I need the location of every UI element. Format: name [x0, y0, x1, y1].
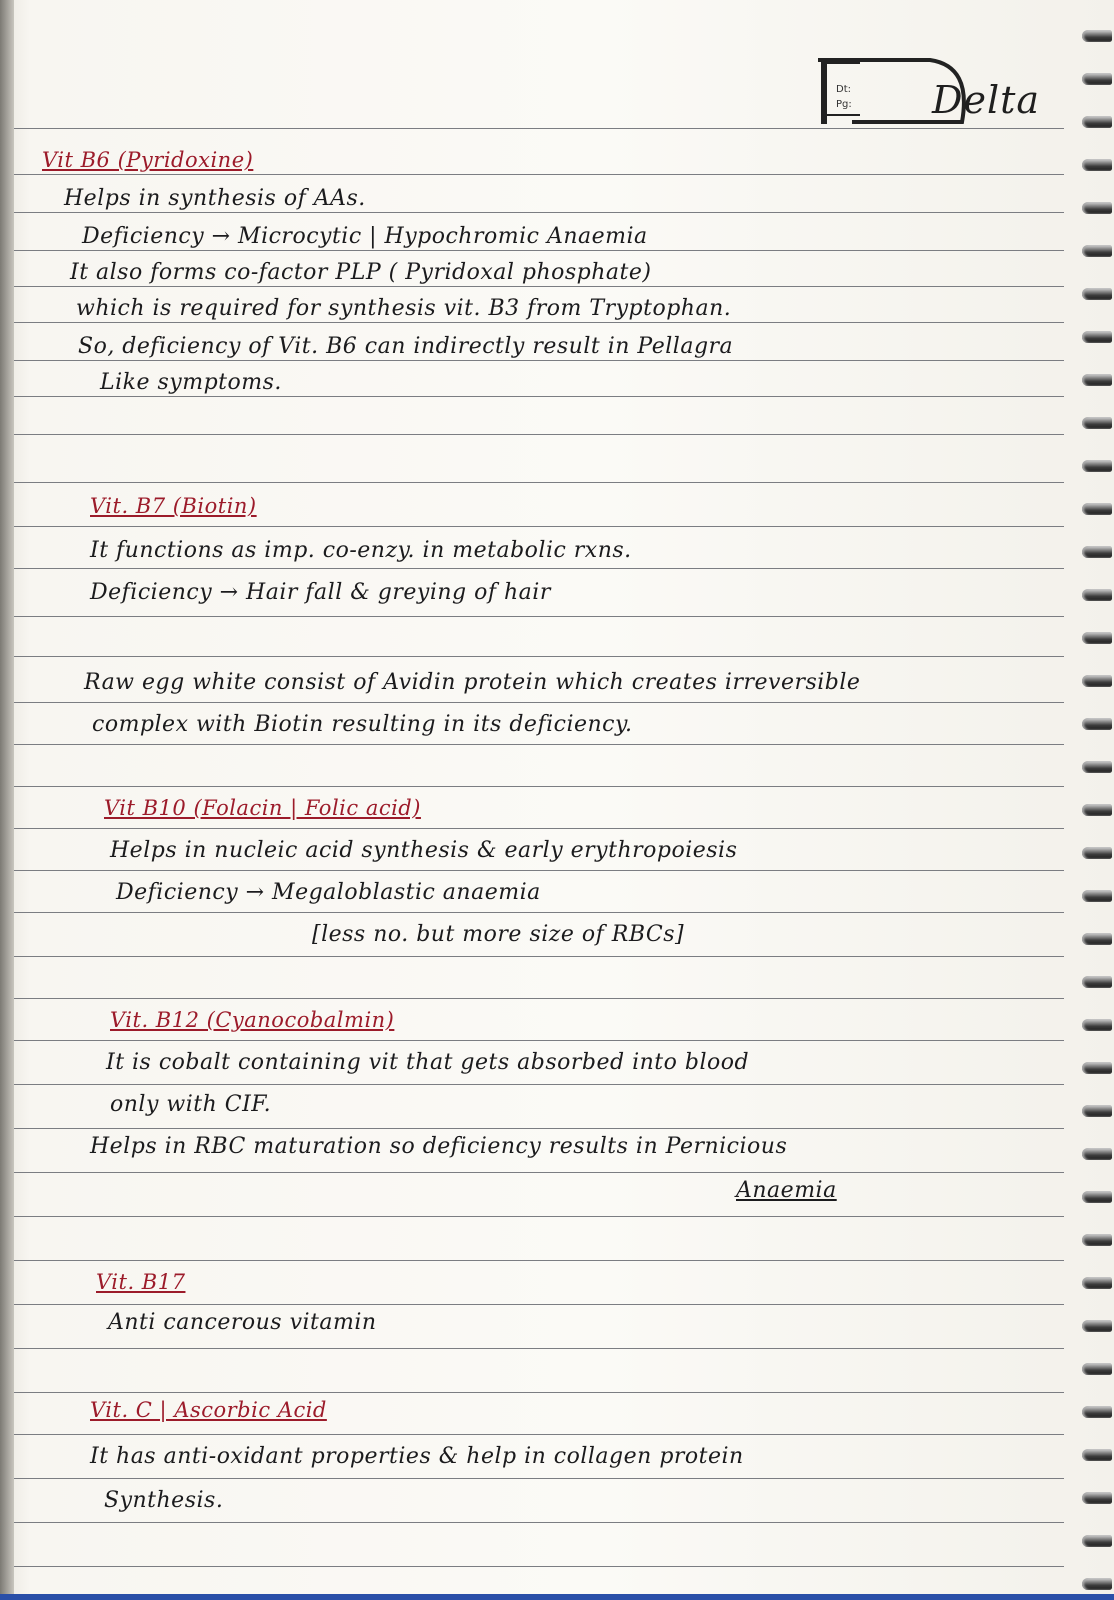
- ruled-line: [14, 1522, 1064, 1523]
- spiral-coil: [1082, 890, 1112, 902]
- spiral-coil: [1082, 1019, 1112, 1031]
- ruled-line: [14, 786, 1064, 787]
- note-line: Helps in RBC maturation so deficiency results in Pernicious: [90, 1134, 788, 1159]
- spiral-binding: [1074, 0, 1114, 1600]
- note-line: which is required for synthesis vit. B3 from Tryptophan.: [76, 296, 732, 321]
- ruled-line: [14, 956, 1064, 957]
- spiral-coil: [1082, 73, 1112, 85]
- ruled-line: [14, 1348, 1064, 1349]
- note-line: Deficiency → Hair fall & greying of hair: [90, 580, 551, 605]
- note-line: It also forms co-factor PLP ( Pyridoxal phosphate): [70, 260, 652, 285]
- ruled-line: [14, 526, 1064, 527]
- spiral-coil: [1082, 1191, 1112, 1203]
- spiral-coil: [1082, 1105, 1112, 1117]
- spiral-coil: [1082, 159, 1112, 171]
- ruled-line: [14, 212, 1064, 213]
- note-line: Synthesis.: [104, 1488, 224, 1513]
- note-line: Deficiency → Megaloblastic anaemia: [116, 880, 541, 905]
- heading-vit-c: Vit. C | Ascorbic Acid: [90, 1398, 327, 1422]
- heading-vit-b6: Vit B6 (Pyridoxine): [42, 148, 254, 172]
- spiral-coil: [1082, 933, 1112, 945]
- ruled-line: [14, 1040, 1064, 1041]
- ruled-line: [14, 1304, 1064, 1305]
- spiral-coil: [1082, 1363, 1112, 1375]
- logo-date-label: Dt:: [836, 84, 851, 95]
- spiral-coil: [1082, 1148, 1112, 1160]
- spiral-coil: [1082, 1320, 1112, 1332]
- spiral-coil: [1082, 546, 1112, 558]
- ruled-line: [14, 1566, 1064, 1567]
- note-line: It has anti-oxidant properties & help in collagen protein: [90, 1444, 744, 1469]
- spiral-coil: [1082, 417, 1112, 429]
- note-line: It functions as imp. co-enzy. in metabolic rxns.: [90, 538, 632, 563]
- note-line: [less no. but more size of RBCs]: [312, 922, 685, 947]
- ruled-line: [14, 1128, 1064, 1129]
- spiral-coil: [1082, 761, 1112, 773]
- note-line: Helps in synthesis of AAs.: [64, 186, 366, 211]
- spiral-coil: [1082, 1277, 1112, 1289]
- logo-date-page-box: [822, 62, 860, 116]
- spiral-coil: [1082, 331, 1112, 343]
- spiral-coil: [1082, 1535, 1112, 1547]
- ruled-line: [14, 1172, 1064, 1173]
- page-edge-shadow: [0, 0, 14, 1600]
- spiral-coil: [1082, 804, 1112, 816]
- ruled-line: [14, 702, 1064, 703]
- logo-word: Delta: [932, 78, 1041, 122]
- ruled-line: [14, 1392, 1064, 1393]
- spiral-coil: [1082, 718, 1112, 730]
- ruled-line: [14, 360, 1064, 361]
- ruled-line: [14, 322, 1064, 323]
- ruled-line: [14, 828, 1064, 829]
- spiral-coil: [1082, 503, 1112, 515]
- spiral-coil: [1082, 1578, 1112, 1590]
- heading-vit-b12: Vit. B12 (Cyanocobalmin): [110, 1008, 395, 1032]
- note-line: So, deficiency of Vit. B6 can indirectly result in Pellagra: [78, 334, 734, 359]
- spiral-coil: [1082, 374, 1112, 386]
- ruled-line: [14, 744, 1064, 745]
- ruled-line: [14, 250, 1064, 251]
- spiral-coil: [1082, 1492, 1112, 1504]
- ruled-line: [14, 1434, 1064, 1435]
- note-line: Like symptoms.: [100, 370, 282, 395]
- spiral-coil: [1082, 632, 1112, 644]
- note-line: Deficiency → Microcytic | Hypochromic Anaemia: [82, 224, 648, 249]
- note-line: complex with Biotin resulting in its deficiency.: [92, 712, 633, 737]
- ruled-line: [14, 870, 1064, 871]
- spiral-coil: [1082, 1234, 1112, 1246]
- spiral-coil: [1082, 245, 1112, 257]
- ruled-line: [14, 1216, 1064, 1217]
- ruled-line: [14, 1260, 1064, 1261]
- heading-vit-b7: Vit. B7 (Biotin): [90, 494, 257, 518]
- spiral-coil: [1082, 116, 1112, 128]
- note-line: Anti cancerous vitamin: [108, 1310, 377, 1335]
- page-bottom-edge: [0, 1594, 1114, 1600]
- ruled-line: [14, 912, 1064, 913]
- spiral-coil: [1082, 1406, 1112, 1418]
- spiral-coil: [1082, 847, 1112, 859]
- ruled-line: [14, 396, 1064, 397]
- spiral-coil: [1082, 202, 1112, 214]
- note-line: Anaemia: [736, 1178, 837, 1203]
- ruled-line: [14, 568, 1064, 569]
- logo-page-label: Pg:: [836, 99, 852, 110]
- note-line: Helps in nucleic acid synthesis & early erythropoiesis: [110, 838, 738, 863]
- ruled-line: [14, 1084, 1064, 1085]
- ruled-line: [14, 656, 1064, 657]
- spiral-coil: [1082, 460, 1112, 472]
- spiral-coil: [1082, 976, 1112, 988]
- ruled-line: [14, 616, 1064, 617]
- spiral-coil: [1082, 1062, 1112, 1074]
- ruled-line: [14, 174, 1064, 175]
- spiral-coil: [1082, 30, 1112, 42]
- spiral-coil: [1082, 288, 1112, 300]
- spiral-coil: [1082, 675, 1112, 687]
- ruled-line: [14, 286, 1064, 287]
- ruled-line: [14, 998, 1064, 999]
- ruled-line: [14, 1478, 1064, 1479]
- delta-logo: [812, 52, 1052, 136]
- spiral-coil: [1082, 1449, 1112, 1461]
- ruled-line: [14, 434, 1064, 435]
- ruled-line: [14, 482, 1064, 483]
- spiral-coil: [1082, 589, 1112, 601]
- heading-vit-b17: Vit. B17: [96, 1270, 186, 1294]
- heading-vit-b10: Vit B10 (Folacin | Folic acid): [104, 796, 421, 820]
- note-line: It is cobalt containing vit that gets absorbed into blood: [106, 1050, 750, 1075]
- note-line: Raw egg white consist of Avidin protein which creates irreversible: [84, 670, 861, 695]
- note-line: only with CIF.: [110, 1092, 272, 1117]
